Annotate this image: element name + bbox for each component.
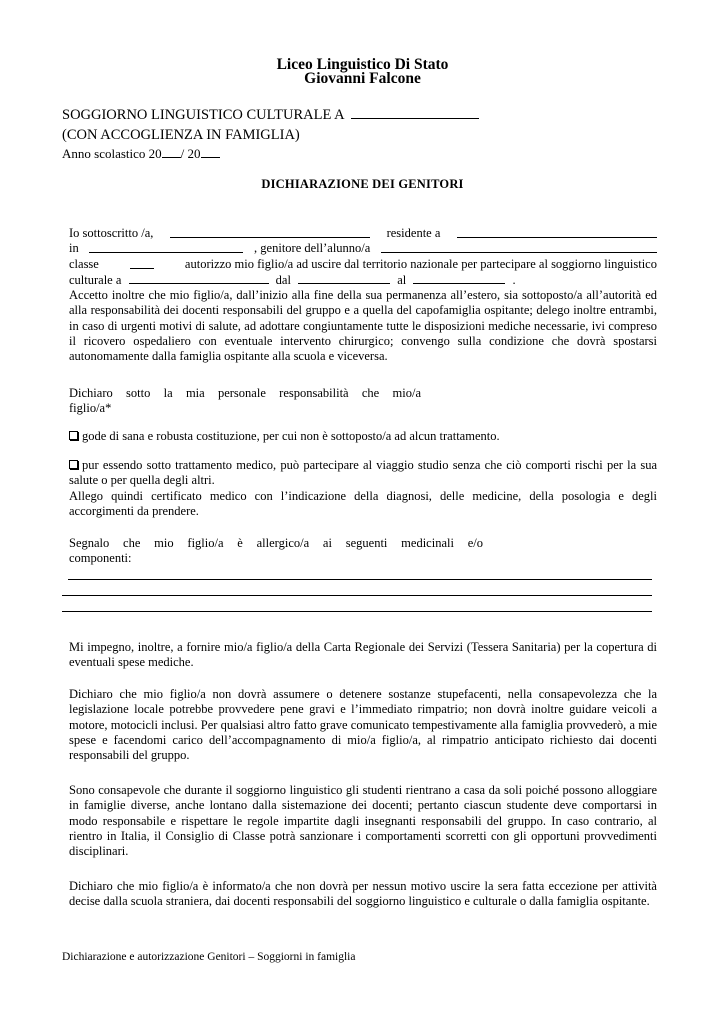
residence-label: residente a <box>386 226 441 240</box>
authorization-text: autorizzo mio figlio/a ad uscire dal territorio nazionale per partecipare al soggiorno linguistico <box>184 256 657 271</box>
trip-destination-line <box>62 107 479 124</box>
address-label: in <box>69 241 79 256</box>
medical-certificate-note: Allego quindi certificato medico con l’indicazione della diagnosi, delle medicine, della posologia e degli accorgimenti da prendere. <box>69 489 657 519</box>
date-end-dot: . <box>512 272 516 287</box>
date-to-blank[interactable] <box>413 272 505 284</box>
class-blank[interactable] <box>130 257 154 269</box>
address-blank[interactable] <box>89 241 243 253</box>
health-declaration-line1: Dichiaro sotto la mia personale responsabilità che mio/a <box>69 386 421 400</box>
school-subtitle: Giovanni Falcone <box>304 70 421 87</box>
evening-rule-paragraph: Dichiaro che mio figlio/a è informato/a che non dovrà per nessun motivo uscire la sera fatta eccezione per attività decise dalla scuola straniera, dai docenti responsabili del soggiorno linguistico e culturale o dalla famiglia ospitante. <box>69 879 657 909</box>
allergy-line2: componenti: <box>69 551 132 566</box>
date-to-label: al <box>397 272 407 287</box>
health-option-healthy <box>69 429 657 444</box>
school-year-line <box>62 145 220 162</box>
document-title: DICHIARAZIONE DEI GENITORI <box>261 177 464 191</box>
treatment-option-text: pur essendo sotto trattamento medico, può partecipare al viaggio studio senza che ciò comporti rischi per la sua salute o per quella degli altri. <box>69 458 657 488</box>
health-card-paragraph: Mi impegno, inoltre, a fornire mio/a figlio/a della Carta Regionale dei Servizi (Tessera Sanitaria) per la copertura di eventuali spese mediche. <box>69 640 657 670</box>
form-line-name <box>69 226 657 241</box>
year-start-blank[interactable] <box>162 146 181 158</box>
health-declaration <box>69 386 421 417</box>
parent-form-section <box>69 226 657 365</box>
undersigned-label: Io sottoscritto /a, <box>69 226 154 240</box>
parent-name-blank[interactable] <box>170 226 370 238</box>
healthy-checkbox[interactable] <box>69 431 78 440</box>
page-footer: Dichiarazione e autorizzazione Genitori – Soggiorni in famiglia <box>62 951 356 963</box>
parent-of-label: , genitore dell’alunno/a <box>254 241 371 256</box>
form-line-class <box>69 257 657 272</box>
health-option-treatment <box>69 458 657 489</box>
trip-destination-label: SOGGIORNO LINGUISTICO CULTURALE A <box>62 107 344 123</box>
allergy-line-blank-3[interactable] <box>62 611 652 612</box>
substances-paragraph: Dichiaro che mio figlio/a non dovrà assumere o detenere sostanze stupefacenti, nella consapevolezza che la legislazione locale potrebbe provvedere pene gravi e l’immediato rimpatrio; non dovrà inoltre guidare veicoli a motore, motocicli inclusi. Per qualsiasi altro fatto grave comunicato tempestivamente alla famiglia provvederò, a mie spese e facendomi carico dell’accompagnamento di mio/a figlio/a, al rimpatrio anticipato richiesto dai docenti responsabili del gruppo. <box>69 687 657 763</box>
school-name: Liceo Linguistico Di Stato <box>276 56 449 73</box>
class-label: classe <box>69 256 99 271</box>
school-year-prefix: Anno scolastico 20 <box>62 146 162 161</box>
health-declaration-line2: figlio/a* <box>69 401 112 416</box>
school-year-separator: / 20 <box>180 146 201 161</box>
form-line-address <box>69 241 657 256</box>
year-end-blank[interactable] <box>201 146 220 158</box>
location-blank[interactable] <box>129 272 269 284</box>
acceptance-paragraph: Accetto inoltre che mio figlio/a, dall’inizio alla fine della sua permanenza all’estero, sia sottoposto/a all’autorità ed alla responsabilità dei docenti responsabili del gruppo e a quella del capofamiglia ospitante; delego inoltre entrambi, in caso di urgenti motivi di salute, ad adottare congiuntamente tutte le disposizioni mediche necessarie, ivi compreso il ricovero ospedaliero con eventuale intervento chirurgico; convengo sulla condizione che dovrà spostarsi autonomamente dalla famiglia ospitante alla scuola e viceversa. <box>69 288 657 364</box>
student-name-blank[interactable] <box>381 241 657 253</box>
cultural-stay-label: culturale a <box>69 272 122 287</box>
allergy-line-blank-1[interactable] <box>68 579 652 580</box>
date-from-blank[interactable] <box>298 272 390 284</box>
allergy-section <box>69 536 483 567</box>
form-line-dates <box>69 272 657 288</box>
allergy-line-blank-2[interactable] <box>62 595 652 596</box>
destination-blank[interactable] <box>351 107 479 119</box>
healthy-option-text: gode di sana e robusta costituzione, per cui non è sottoposto/a ad alcun trattamento. <box>82 429 500 443</box>
treatment-checkbox[interactable] <box>69 460 78 469</box>
conduct-paragraph: Sono consapevole che durante il soggiorno linguistico gli studenti rientrano a casa da soli poiché possono alloggiare in famiglie diverse, anche lontano dalla sistemazione dei docenti; pertanto ciascun studente deve comportarsi in modo responsabile e rispettare le regole impartite dagli insegnanti responsabili del gruppo. In caso contrario, al rientro in Italia, il Consiglio di Classe potrà sanzionare i comportamenti scorretti con gli opportuni provvedimenti disciplinari. <box>69 783 657 859</box>
residence-blank[interactable] <box>457 226 657 238</box>
allergy-line1: Segnalo che mio figlio/a è allergico/a ai seguenti medicinali e/o <box>69 536 483 550</box>
host-family-note: (CON ACCOGLIENZA IN FAMIGLIA) <box>62 127 300 143</box>
date-from-label: dal <box>275 272 291 287</box>
